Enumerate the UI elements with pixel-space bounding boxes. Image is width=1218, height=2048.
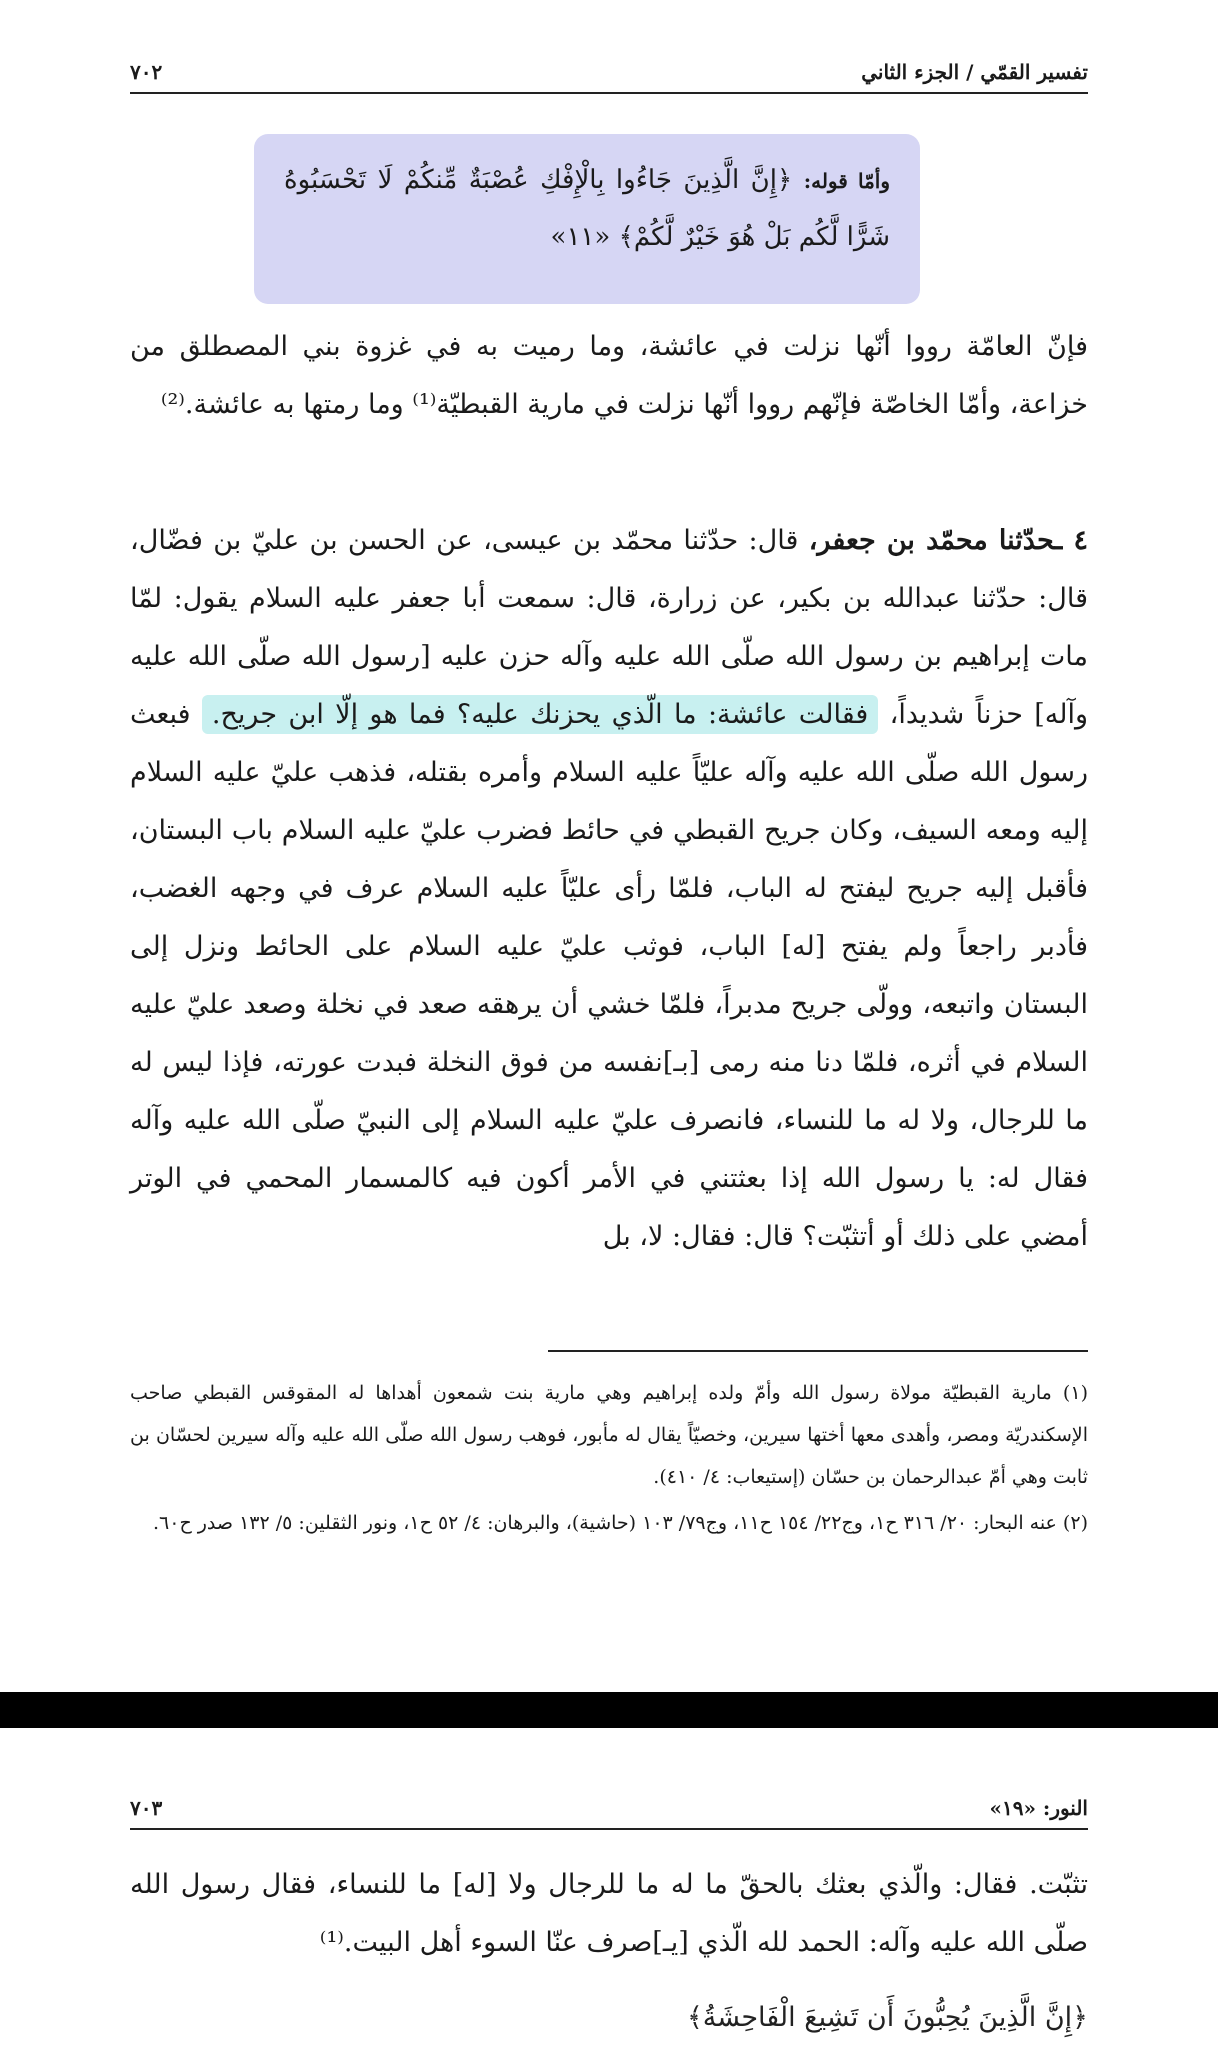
page-header [130,1780,1088,1830]
page-header [130,44,1088,94]
paragraph-ama: فإنّ العامّة رووا أنّها نزلت في عائشة، وما رميت به في غزوة بني المصطلق من خزاعة، وأمّا الخاصّة فإنّهم رووا أنّها نزلت في مارية القبطيّة⁽¹⁾ وما رمتها به عائشة.⁽²⁾ [130,331,1088,420]
highlighted-verse [254,134,920,304]
hadith-paragraph [130,512,1088,1266]
page-number: ٧٠٣ [130,1796,163,1820]
footnote-1: (١) مارية القبطيّة مولاة رسول الله وأمّ ولده إبراهيم وهي مارية بنت شمعون أهداها له المقوقس القبطي صاحب الإسكندريّة ومصر، وأهدى معها أختها سيرين، وخصيّاً يقال له مأبور، فوهب رسول الله صلّى الله عليه وآله سيرين لحسّان بن ثابت وهي أمّ عبدالرحمان بن حسّان (إستيعاب: ٤/ ٤١٠). [130,1382,1088,1488]
running-title: تفسير القمّي / الجزء الثاني [861,60,1088,84]
highlighted-sentence: فقالت عائشة: ما الّذي يحزنك عليه؟ فما هو إلّا ابن جريح. [202,695,878,734]
continuation-paragraph: تثبّت. فقال: والّذي بعثك بالحقّ ما له ما للرجال ولا [له] ما للنساء، فقال رسول الله صلّى الله عليه وآله: الحمد لله الّذي [يـ]صرف عنّا السوء أهل البيت.⁽¹⁾ [130,1869,1088,1958]
verse-text: ﴿إِنَّ الَّذِينَ جَاءُوا بِالْإِفْكِ عُصْبَةٌ مِّنكُمْ لَا تَحْسَبُوهُ شَرًّا لَّكُم بَلْ هُوَ خَيْرٌ لَّكُمْ﴾ «١١» [284,165,890,252]
footnotes [130,1372,1088,1548]
cut-off-verse: ﴿إِنَّ الَّذِينَ يُحِبُّونَ أَن تَشِيعَ الْفَاحِشَةُ﴾ [686,2002,1088,2033]
hadith-intro: قال: حدّثنا محمّد بن عيسى، عن الحسن بن عليّ بن فضّال، قال: حدّثنا عبدالله بن بكير، عن زرارة، قال: سمعت أبا جعفر عليه السلام يقول: لمّا مات إبراهيم بن رسول الله صلّى الله عليه وآله حزن عليه [رسول الله صلّى الله عليه وآله] حزناً شديداً، [130,525,1089,730]
verse-lead: وأمّا قوله: [803,169,891,193]
hadith-rest: فبعث رسول الله صلّى الله عليه وآله عليّاً عليه السلام وأمره بقتله، فذهب عليّ عليه السلام إليه ومعه السيف، وكان جريح القبطي في حائط فضرب عليّ عليه السلام باب البستان، فأقبل إليه جريح ليفتح له الباب، فلمّا رأى عليّاً عليه السلام عرف في وجهه الغضب، فأدبر راجعاً ولم يفتح [له] الباب، فوثب عليّ عليه السلام على الحائط ونزل إلى البستان واتبعه، وولّى جريح مدبراً، فلمّا خشي أن يرهقه صعد في نخلة وصعد عليّ عليه السلام في أثره، فلمّا دنا منه رمى [بـ]نفسه من فوق النخلة فبدت عورته، فإذا ليس له ما للرجال، ولا له ما للنساء، فانصرف عليّ عليه السلام إلى النبيّ صلّى الله عليه وآله فقال له: يا رسول الله إذا بعثتني في الأمر أكون فيه كالمسمار المحمي في الوتر أمضي على ذلك أو أتثبّت؟ قال: فقال: لا، بل [130,699,1088,1252]
page-703 [0,1728,1218,2048]
footnote-2: (٢) عنه البحار: ٢٠/ ٣١٦ ح١، وج٢٢/ ١٥٤ ح١١، وج٧٩/ ١٠٣ (حاشية)، والبرهان: ٤/ ٥٢ ح١، ونور الثقلين: ٥/ ١٣٢ صدر ح٦٠. [152,1512,1088,1534]
footnote-divider [548,1350,1088,1352]
running-title: النور: «١٩» [989,1796,1088,1820]
page-number: ٧٠٢ [130,60,163,84]
hadith-narrator: حدّثنا محمّد بن جعفر، [808,525,1055,556]
hadith-number: ٤ ـ [1054,525,1088,556]
